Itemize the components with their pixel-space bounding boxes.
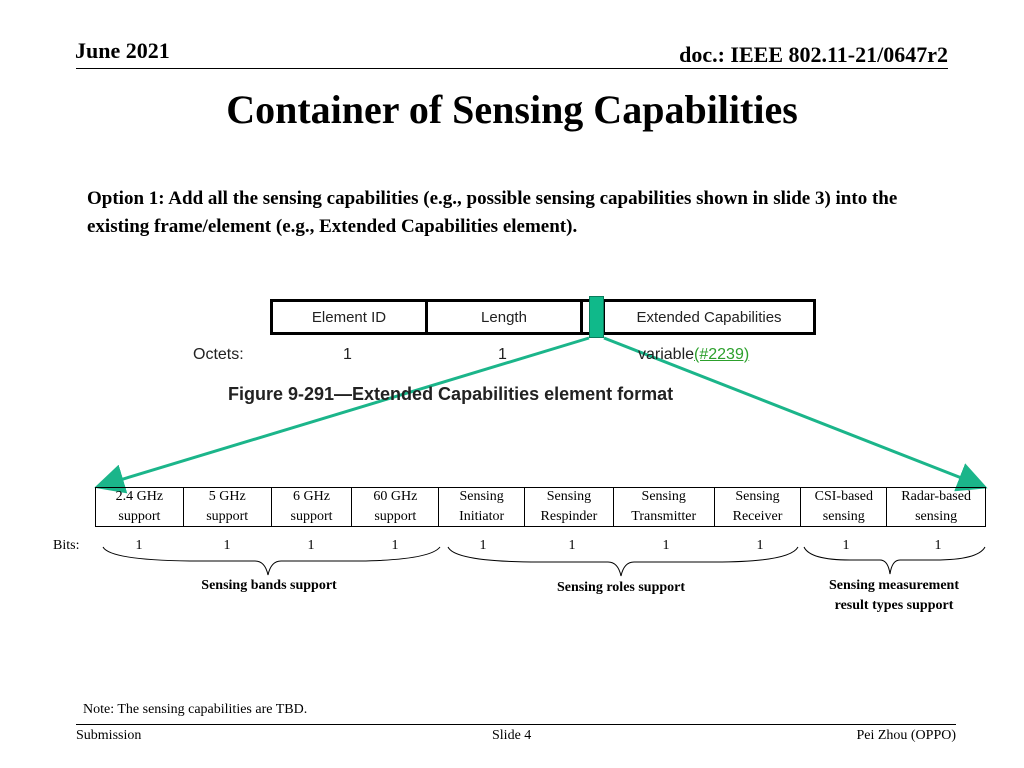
bit-value: 1 [479,538,487,553]
cap-sensing-transmitter: Sensing Transmitter [614,488,715,526]
cap-sensing-receiver: Sensing Receiver [715,488,802,526]
element-id-field: Element ID [273,302,428,332]
cap-sensing-initiator: Sensing Initiator [439,488,525,526]
slide-title: Container of Sensing Capabilities [226,87,798,132]
octet-variable-text: variable [638,346,695,363]
header-doc-id: doc.: IEEE 802.11-21/0647r2 [679,42,948,67]
cap-sensing-respinder: Sensing Respinder [525,488,614,526]
length-field: Length [428,302,583,332]
bit-value: 1 [135,538,143,553]
cap-csi-based: CSI-based sensing [801,488,887,526]
measurement-brace [804,547,985,574]
footer-divider [76,724,956,725]
bit-value: 1 [662,538,670,553]
bit-value: 1 [568,538,576,553]
capability-bits-marker [589,296,604,338]
bits-label: Bits: [53,538,80,553]
cap-2-4ghz: 2.4 GHz support [96,488,184,526]
octet-length: 1 [498,346,507,363]
header-date: June 2021 [75,38,170,63]
element-format-table [270,299,816,335]
figure-caption: Figure 9-291—Extended Capabilities element format [228,384,674,404]
octet-element-id: 1 [343,346,352,363]
group-label-roles: Sensing roles support [556,580,686,595]
bit-value: 1 [934,538,942,553]
cap-6ghz: 6 GHz support [272,488,353,526]
extended-capabilities-field: Extended Capabilities [636,308,782,326]
octet-variable [638,346,749,364]
option-1-text: Option 1: Add all the sensing capabilities (e.g., possible sensing capabilities shown in slide 3) into the existing frame/element (e.g., Extended Capabilities element). [87,188,898,237]
group-label-measurement: Sensing measurement result types support [828,578,960,613]
group-label-bands: Sensing bands support [201,578,337,593]
cap-60ghz: 60 GHz support [352,488,439,526]
reference-link[interactable]: (#2239) [694,346,750,363]
bit-value: 1 [307,538,315,553]
cap-radar-based: Radar-based sensing [901,489,971,524]
capabilities-bit-table [95,487,986,527]
bit-value: 1 [223,538,231,553]
roles-brace [448,547,798,576]
bit-value: 1 [391,538,399,553]
tbd-note: Note: The sensing capabilities are TBD. [83,702,308,717]
bit-value: 1 [756,538,764,553]
cap-5ghz: 5 GHz support [184,488,272,526]
footer-author: Pei Zhou (OPPO) [856,728,956,743]
footer-slide-number: Slide 4 [492,728,532,743]
footer-submission: Submission [76,728,142,743]
octets-label: Octets: [193,346,244,363]
bit-value: 1 [842,538,850,553]
